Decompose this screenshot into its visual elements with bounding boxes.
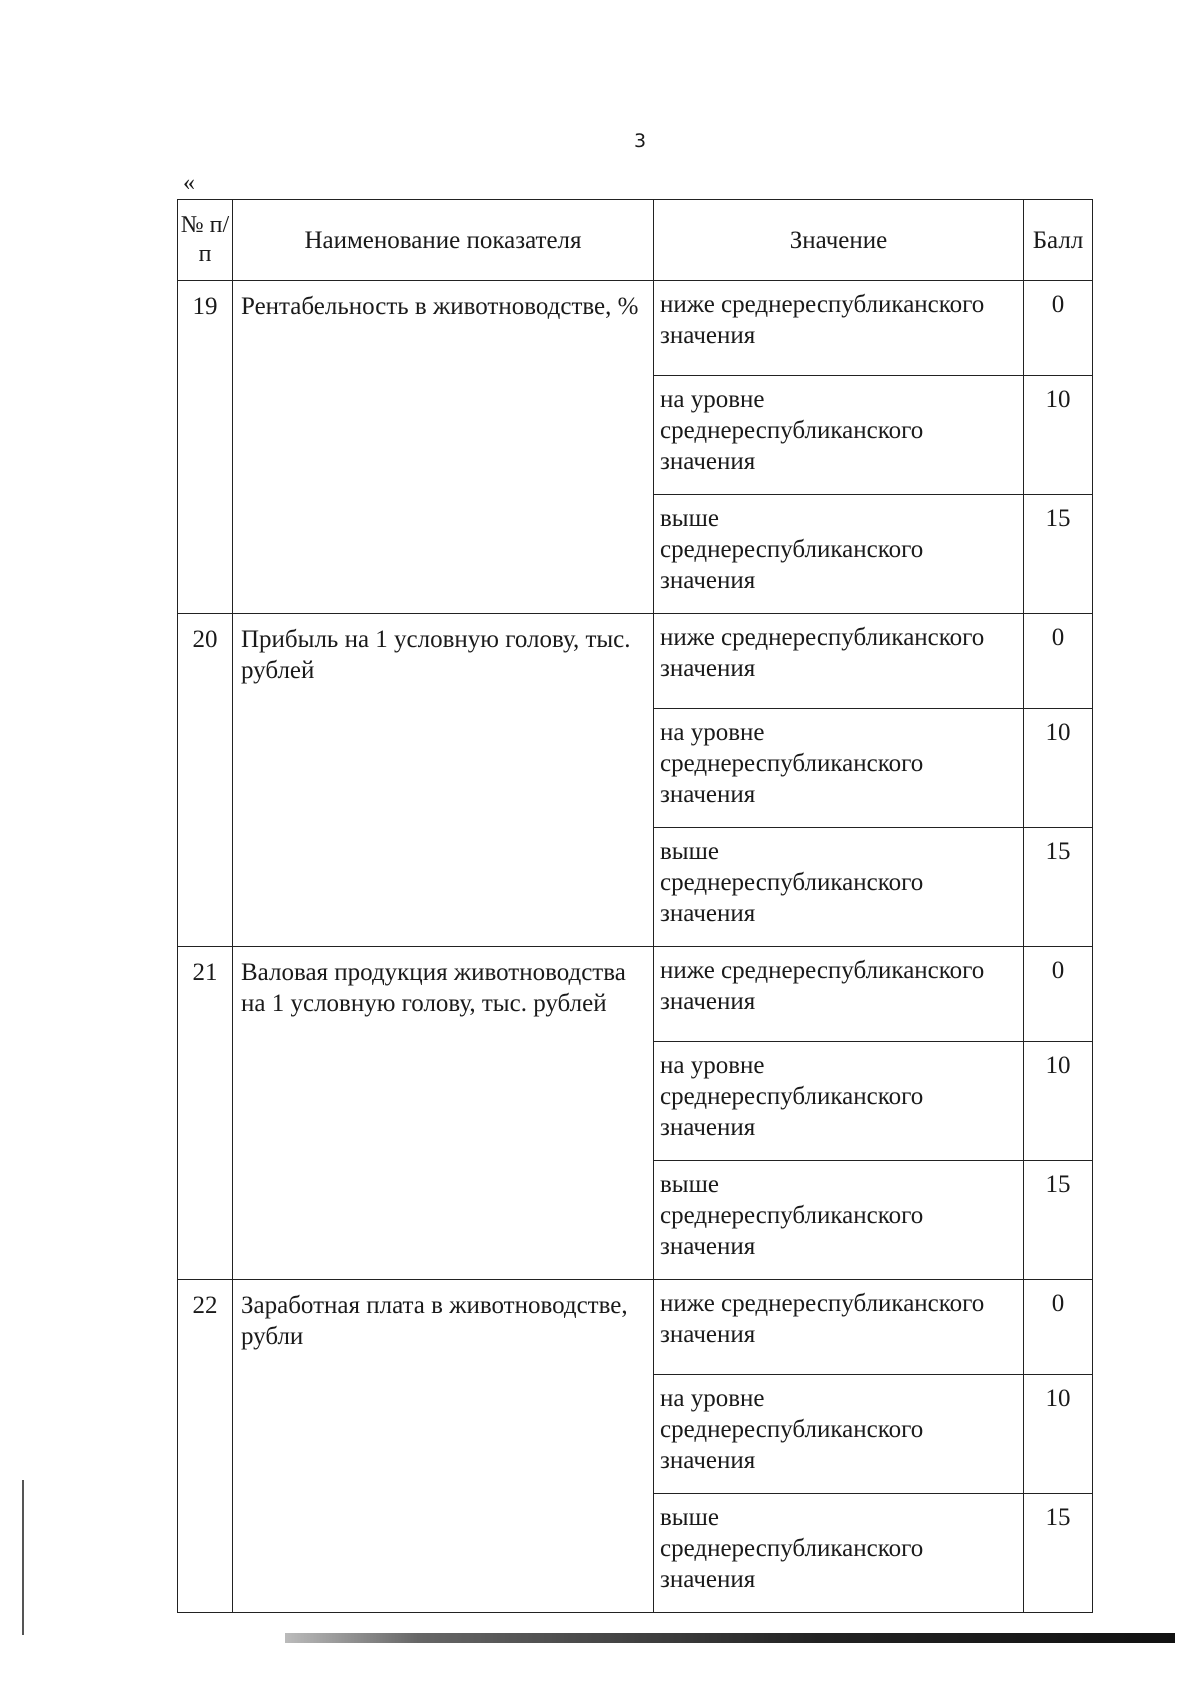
indicator-score: 10 bbox=[1024, 376, 1093, 495]
value-line: значения bbox=[660, 322, 756, 349]
value-line: значения bbox=[660, 1321, 756, 1348]
value-line: значения bbox=[660, 988, 756, 1015]
indicator-score: 10 bbox=[1024, 1375, 1093, 1494]
indicator-table bbox=[177, 199, 1093, 1613]
value-line: среднереспубликанского bbox=[660, 1202, 924, 1229]
indicator-value bbox=[654, 1375, 1024, 1494]
header-value: Значение bbox=[654, 200, 1024, 281]
value-line: ниже среднереспубликанского bbox=[660, 1290, 985, 1317]
table-row bbox=[178, 947, 1093, 1042]
value-line: значения bbox=[660, 655, 756, 682]
value-line: ниже среднереспубликанского bbox=[660, 624, 985, 651]
header-num: № п/п bbox=[178, 200, 233, 281]
value-line: среднереспубликанского bbox=[660, 1535, 924, 1562]
value-line: среднереспубликанского bbox=[660, 1416, 924, 1443]
indicator-value bbox=[654, 947, 1024, 1042]
indicator-score: 0 bbox=[1024, 1280, 1093, 1375]
indicator-score: 0 bbox=[1024, 947, 1093, 1042]
indicator-score: 0 bbox=[1024, 614, 1093, 709]
value-line: значения bbox=[660, 1233, 756, 1260]
indicator-value bbox=[654, 1280, 1024, 1375]
indicator-number: 19 bbox=[178, 281, 233, 614]
table-header-row bbox=[178, 200, 1093, 281]
indicator-score: 15 bbox=[1024, 1494, 1093, 1613]
value-line: на уровне bbox=[660, 1052, 765, 1079]
table-row bbox=[178, 614, 1093, 709]
indicator-value bbox=[654, 614, 1024, 709]
header-name: Наименование показателя bbox=[233, 200, 654, 281]
value-line: ниже среднереспубликанского bbox=[660, 957, 985, 984]
value-line: выше bbox=[660, 838, 719, 865]
header-score: Балл bbox=[1024, 200, 1093, 281]
value-line: на уровне bbox=[660, 1385, 765, 1412]
indicator-number: 21 bbox=[178, 947, 233, 1280]
value-line: на уровне bbox=[660, 386, 765, 413]
value-line: значения bbox=[660, 448, 756, 475]
value-line: выше bbox=[660, 505, 719, 532]
scan-bottom-rule bbox=[285, 1633, 1175, 1643]
indicator-value bbox=[654, 495, 1024, 614]
value-line: ниже среднереспубликанского bbox=[660, 291, 985, 318]
value-line: среднереспубликанского bbox=[660, 536, 924, 563]
indicator-score: 10 bbox=[1024, 1042, 1093, 1161]
indicator-score: 15 bbox=[1024, 828, 1093, 947]
page-number: 3 bbox=[633, 130, 647, 152]
value-line: выше bbox=[660, 1504, 719, 1531]
indicator-value bbox=[654, 1494, 1024, 1613]
indicator-score: 0 bbox=[1024, 281, 1093, 376]
indicator-value bbox=[654, 1042, 1024, 1161]
value-line: выше bbox=[660, 1171, 719, 1198]
value-line: значения bbox=[660, 567, 756, 594]
value-line: среднереспубликанского bbox=[660, 750, 924, 777]
indicator-name: Заработная плата в животноводстве, рубли bbox=[233, 1280, 654, 1613]
indicator-value bbox=[654, 376, 1024, 495]
value-line: значения bbox=[660, 900, 756, 927]
indicator-value bbox=[654, 281, 1024, 376]
value-line: среднереспубликанского bbox=[660, 1083, 924, 1110]
indicator-number: 20 bbox=[178, 614, 233, 947]
indicator-value bbox=[654, 828, 1024, 947]
indicator-score: 15 bbox=[1024, 495, 1093, 614]
indicator-value bbox=[654, 709, 1024, 828]
value-line: значения bbox=[660, 781, 756, 808]
indicator-name: Валовая продукция животноводства на 1 условную голову, тыс. рублей bbox=[233, 947, 654, 1280]
value-line: среднереспубликанского bbox=[660, 869, 924, 896]
opening-quote: « bbox=[183, 170, 195, 196]
value-line: значения bbox=[660, 1114, 756, 1141]
table-body bbox=[178, 281, 1093, 1613]
value-line: значения bbox=[660, 1566, 756, 1593]
indicator-value bbox=[654, 1161, 1024, 1280]
indicator-name: Рентабельность в животноводстве, % bbox=[233, 281, 654, 614]
value-line: значения bbox=[660, 1447, 756, 1474]
indicator-number: 22 bbox=[178, 1280, 233, 1613]
value-line: среднереспубликанского bbox=[660, 417, 924, 444]
table-row bbox=[178, 1280, 1093, 1375]
table-row bbox=[178, 281, 1093, 376]
scan-margin-line bbox=[22, 1480, 24, 1635]
indicator-score: 10 bbox=[1024, 709, 1093, 828]
indicator-name: Прибыль на 1 условную голову, тыс. рублей bbox=[233, 614, 654, 947]
indicator-score: 15 bbox=[1024, 1161, 1093, 1280]
value-line: на уровне bbox=[660, 719, 765, 746]
